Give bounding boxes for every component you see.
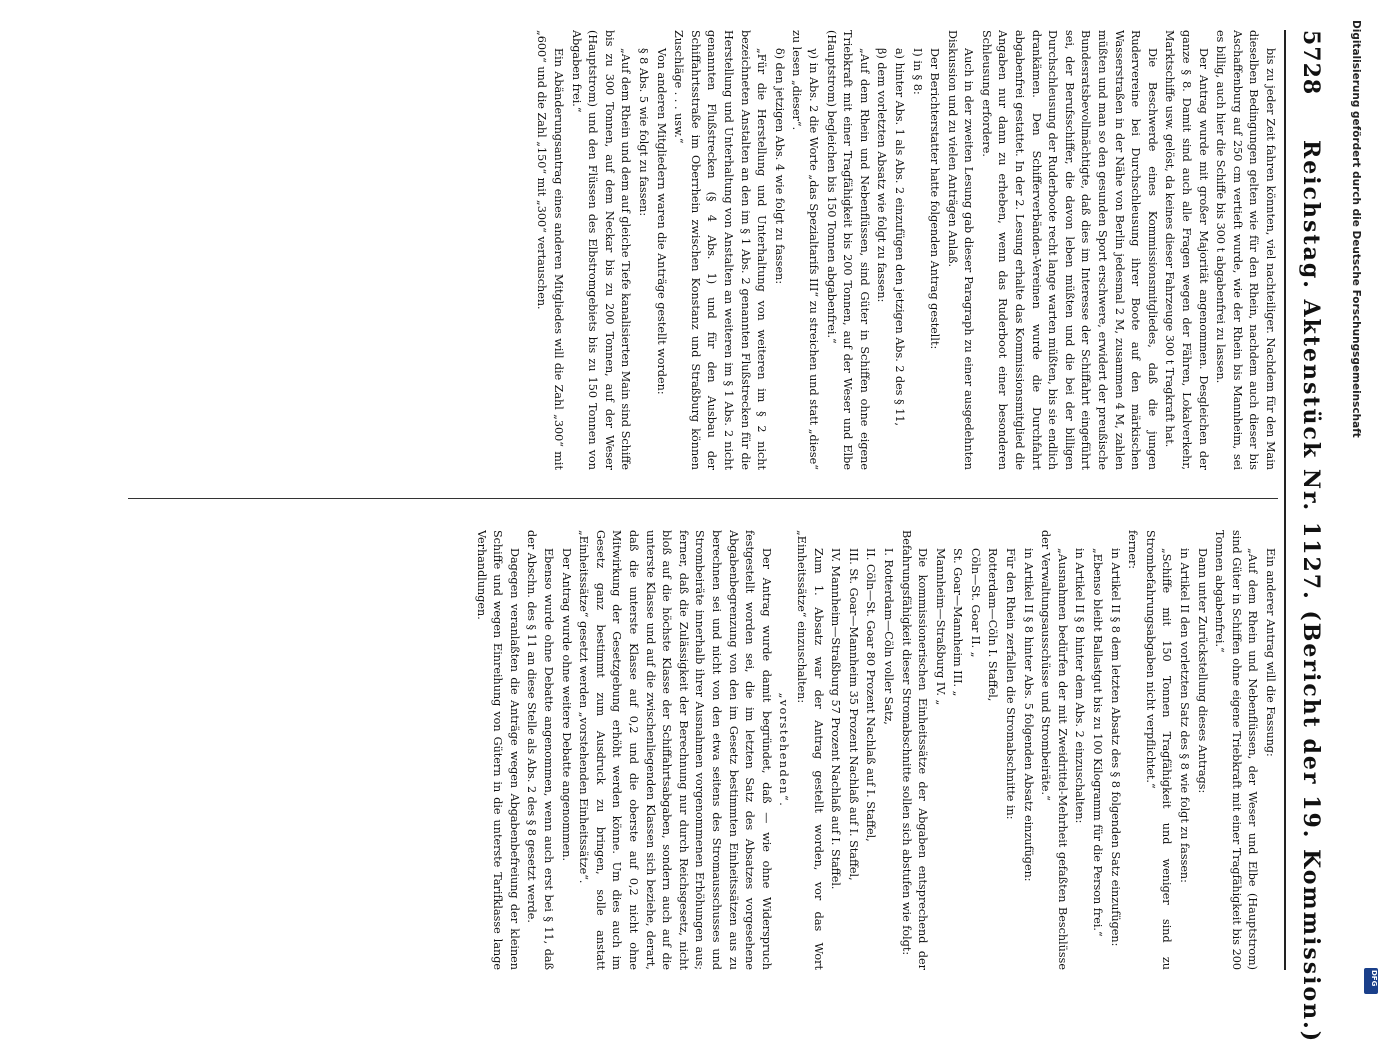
paragraph: „Für die Herstellung und Unterhaltung von weiteren im § 2 nicht bezeichneten Anstalten an den im § 1 Abs. 2 genannten Flußstrecken für die Herstellung und Unterhaltung von Anstalten an weiteren im § 1 Abs. 2 nicht genannten Flußstrecken (§ 4 Abs. 1) und für den Ausbau der Schiffahrtsstraße im Oberrhein zwischen Konstanz und Straßburg können Zuschläge . . . usw.“ — [672, 30, 769, 470]
stretch-line: I. Rotterdam—Cöln voller Satz, — [881, 548, 895, 725]
paragraph: Der Antrag wurde damit begründet, daß — wie ohne Widerspruch festgestellt worden sei, die im letzten Satz des Absatzes vorgesehene Abgabenbegrenzung von den im Gesetz bestimmten Einheitssätzen aus zu berechnen sei und nicht von den etwa seitens des Stromausschusses und Strombeiräte innerhalb ihrer Ausnahmen vorgenommenen Erhöhungen aus; ferner, daß die Zulässigkeit der Berechnung nur durch Reichsgesetz, nicht bloß auf die höchste Klasse der Schiffahrtsabgaben, sondern auch auf die unterste Klasse und auf die zwischenliegenden Klassen sich beziehe, derart, daß die unterste Klasse auf 0,2 und die oberste auf 0,2 nicht ohne Mitwirkung der Gesetzgebung erhöht werden könne. Um dies auch im Gesetz ganz bestimmt zum Ausdruck zu bringen, solle anstatt „Einheitssätze“ gesetzt werden „vorstehenden Einheitssätze“. — [577, 530, 773, 970]
digitization-credit — [1346, 20, 1366, 960]
paragraph: Die kommissionerischen Einheitssätze der Abgaben entsprechend der Befahrungsfähigkeit dieser Stromabschnitte sollen sich abstufen wie folgt: — [899, 530, 930, 970]
paragraph: „Schiffe mit 150 Tonnen Tragfähigkeit und weniger sind zu Strombefahrungsabgaben nicht verpflichtet.“ — [1143, 530, 1174, 970]
paragraph: in Artikel II § 8 hinter Abs. 5 folgenden Absatz einzufügen: — [1021, 548, 1035, 882]
stretch-line: Cöln—St. Goar II. „ — [968, 548, 982, 658]
left-column — [108, 30, 1278, 470]
paragraph: „Ausnahmen bedürfen der mit Zweidrittel-Mehrheit gefaßten Beschlüsse der Verwaltungsausschüsse und Strombeiräte.“ — [1039, 530, 1069, 970]
page-number: 5728 — [1298, 30, 1324, 96]
paragraph: „Ebenso bleibt Ballastgut bis zu 100 Kilogramm für die Person frei.“ — [1091, 548, 1105, 937]
paragraph: I) in § 8: — [910, 48, 924, 95]
paragraph: Dann unter Zurückstellung dieses Antrags: — [1195, 548, 1209, 794]
paragraph: „vorstehenden“. — [777, 692, 791, 808]
stretch-line: Rotterdam—Cöln I. Staffel, — [986, 548, 1000, 702]
paragraph: „Auf dem Rhein und Nebenflüssen, sind Güter in Schiffen ohne eigene Triebkraft mit einer Tragfähigkeit bis 200 Tonnen, auf der Weser und Elbe (Hauptstrom) begleichen bis 150 Tonnen abgabenfrei.“ — [824, 30, 871, 470]
paragraph: „Auf dem Rhein und dem auf gleiche Tiefe kanalisierten Main sind Schiffe bis zu 300 Tonnen, auf dem Neckar bis zu 200 Tonnen, auf der Weser (Hauptstrom) und den Flüssen des Elbstromgebiets bis zu 150 Tonnen von Abgaben frei.“ — [569, 30, 633, 470]
right-column — [108, 530, 1278, 970]
paragraph: Für den Rhein zerfallen die Stromabschnitte in: — [1004, 548, 1018, 820]
paragraph: in Artikel II § 8 dem letzten Absatz des § 8 folgenden Satz einzufügen: — [1108, 548, 1122, 947]
paragraph: γ) in Abs. 2 die Worte „das Spezialtarifs III“ zu streichen und statt „diese“ zu lesen „dieser“. — [790, 30, 820, 470]
page-header — [1288, 30, 1330, 1043]
stretch-line: Mannheim—Straßburg IV. „ — [933, 548, 947, 706]
paragraph: Zum 1. Absatz war der Antrag gestellt worden, vor das Wort „Einheitssätze“ einzuschalten: — [794, 530, 825, 970]
digitization-credit-text: Digitalisierung gefördert durch die Deutsche Forschungsgemeinschaft — [1350, 20, 1362, 438]
paragraph: Dagegen veranlaßten die Anträge wegen Abgabenbefreiung der kleinen Schiffe und wegen Einreihung von Gütern in die unterste Tarifklasse lange Verhandlungen. — [474, 530, 521, 970]
header-rule — [1284, 30, 1286, 970]
paragraph: Die Beschwerde eines Kommissionsmitgliedes, daß die jungen Rudervereine bei Durchschleusung ihrer Boote auf den märkischen Wasserstraßen in der Nähe von Berlin jedesmal 2 M, zusammen 4 M, zahlen müßten und man so den gesunden Sport erschwere, erwidert der preußische Bundesratsbevollmächtigte, daß dies im Interesse der Schiffahrt eingeführt sei, der Berufsschiffer, die davon leben müßten und die bei der billigen Durchschleusung der Ruderboote recht lange warten müßten, bis sie endlich drankämen. Den Schifferverbänden-Vereinen wurde die Durchfahrt abgabenfrei gestattet. In der 2. Lesung erhalte das Kommissionsmitglied die Angaben nur dann zu erheben, wenn das Ruderboot einer besonderen Schleusung erfordere. — [979, 30, 1159, 470]
column-rule — [128, 498, 1278, 499]
dfg-logo — [1364, 968, 1378, 994]
stretch-line: III. St. Goar—Mannheim 35 Prozent Nachlaß auf I. Staffel, — [846, 548, 860, 881]
running-title: Reichstag. Aktenstück Nr. 1127. (Bericht der 19. Kommission.) — [1298, 140, 1324, 1043]
paragraph: „Auf dem Rhein und Nebenflüssen, der Weser und Elbe (Hauptstrom) sind Güter in Schiffen ohne eigene Triebkraft mit einer Tragfähigkeit bis 200 Tonnen abgabenfrei.“ — [1213, 530, 1260, 970]
paragraph: Der Antrag wurde mit großer Majorität angenommen. Desgleichen der ganze § 8. Damit sind auch alle Fragen wegen der Fähren, Lokalverkehr, Marktschiffe usw. gelöst, da keines dieser Fahrzeuge 300 t Tragkraft hat. — [1163, 30, 1210, 470]
paragraph: δ) den jetzigen Abs. 4 wie folgt zu fassen: — [772, 48, 786, 285]
stretch-line: St. Goar—Mannheim III. „ — [951, 548, 965, 697]
paragraph: Der Antrag wurde ohne weitere Debatte angenommen. — [559, 548, 573, 862]
paragraph: Ein anderer Antrag will die Fassung: — [1264, 548, 1277, 757]
paragraph: bis zu jeder Zeit fahren könnten, viel nachteiliger. Nachdem für den Main dieselben Bedingungen gelten wie für den Rhein, nachdem auch dieser bis Aschaffenburg auf 250 cm vertieft wurde, wie der Rhein bis Mannheim, sei es billig, auch hier die Schiffe bis 300 t abgabenfrei zu lassen. — [1214, 30, 1277, 470]
stretch-line: IV. Mannheim—Straßburg 57 Prozent Nachlaß auf I. Staffel. — [829, 548, 843, 890]
paragraph: Von anderen Mitgliedern waren die Anträge gestellt worden: — [654, 48, 668, 395]
paragraph: β) dem vorletzten Absatz wie folgt zu fassen: — [875, 48, 889, 303]
paragraph: Der Berichterstatter hatte folgenden Antrag gestellt: — [928, 48, 942, 350]
paragraph: a) hinter Abs. 1 als Abs. 2 einzufügen den jetzigen Abs. 2 des § 11, — [892, 48, 906, 427]
paragraph: § 8 Abs. 5 wie folgt zu fassen: — [637, 48, 651, 217]
paragraph: ferner: — [1126, 530, 1140, 570]
dfg-logo-text: DFG — [1370, 970, 1378, 987]
paragraph: Ebenso wurde ohne Debatte angenommen, wenn auch erst bei § 11, daß der Abschn. des § 11 an diese Stelle als Abs. 2 des § 8 gesetzt werde. — [525, 530, 556, 970]
rotated-page-content — [90, 0, 1330, 1043]
paragraph: Auch in der zweiten Lesung gab dieser Paragraph zu einer ausgedehnten Diskussion und zu vielen Anträgen Anlaß. — [945, 30, 976, 470]
stretch-line: II. Cöln—St. Goar 80 Prozent Nachlaß auf I. Staffel, — [864, 548, 878, 842]
paragraph: Ein Abänderungsantrag eines anderen Mitgliedes will die Zahl „300“ mit „600“ und die Zahl „150“ mit „300“ vertauschen. — [535, 30, 566, 470]
paragraph: in Artikel II § 8 hinter dem Abs. 2 einzuschalten: — [1073, 548, 1087, 824]
paragraph: in Artikel II den vorletzten Satz des § 8 wie folgt zu fassen: — [1178, 548, 1192, 883]
